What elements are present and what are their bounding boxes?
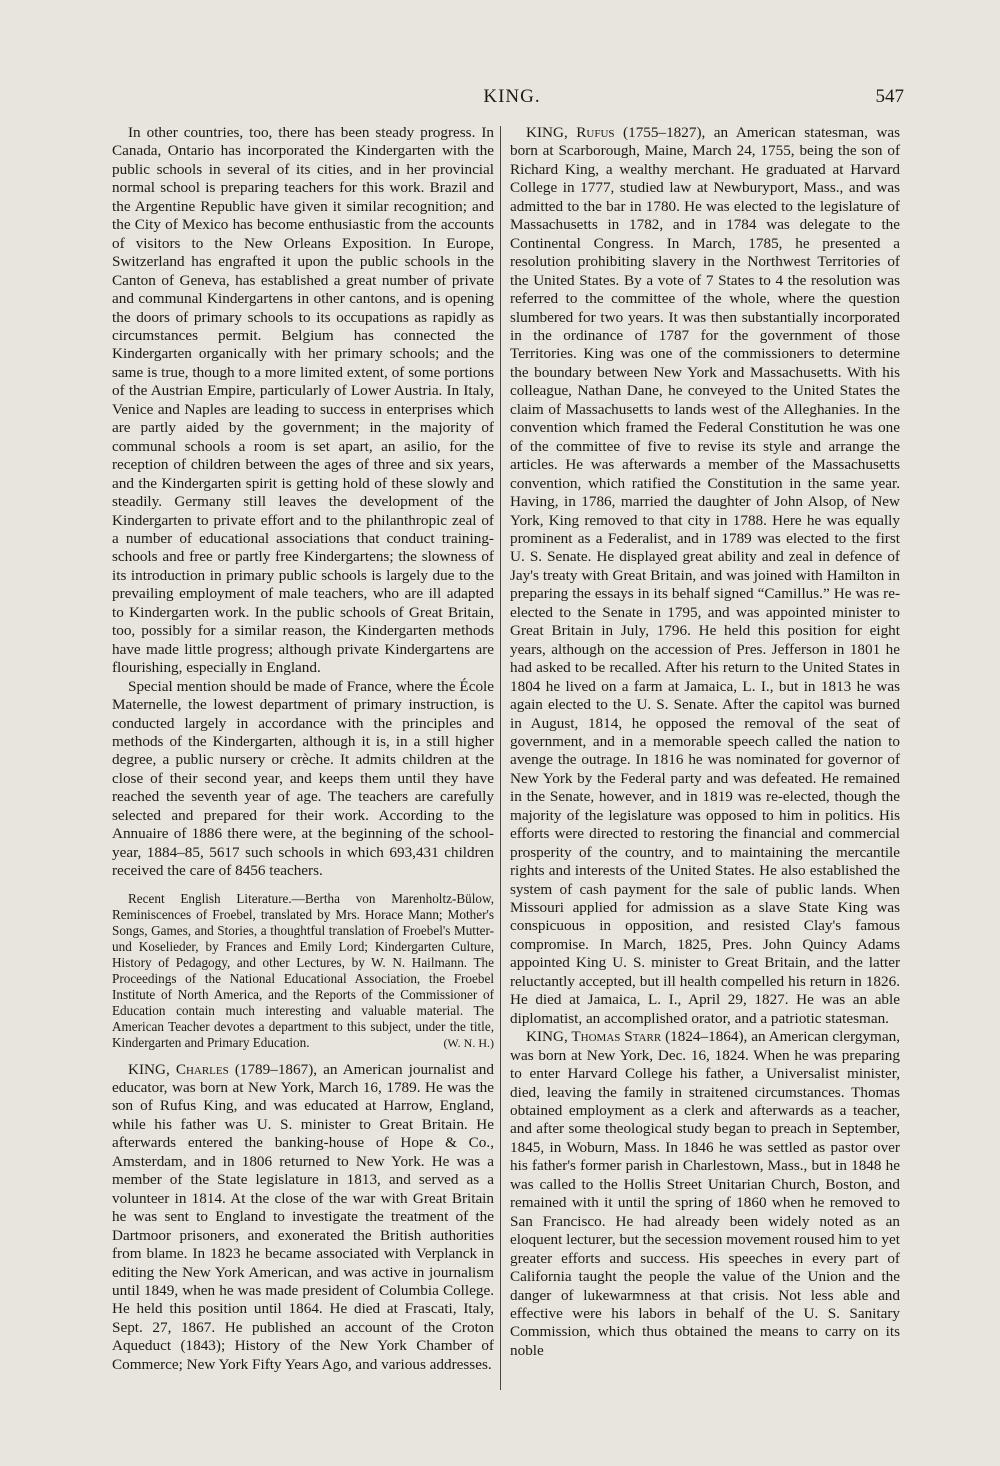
headword-king-rufus: KING, Rufus [526,124,615,141]
headword-king-thomas-starr: KING, Thomas Starr [526,1028,662,1046]
page-header [120,86,904,112]
kindergarten-paragraph-countries: In other countries, too, there has been steady progress. In Canada, Ontario has incorporated the Kindergarten with the public schools in several of its cities, and in her provincial normal school is preparing teachers for this work. Brazil and the Argentine Republic have given it similar recognition; and the City of Mexico has become enthusiastic from the accounts of visitors to the New Orleans Exposition. In Europe, Switzerland has engrafted it upon the public schools in the Canton of Geneva, has established a great number of private and communal Kindergartens in other cantons, and is opening the doors of primary schools to its occupations as rapidly as circumstances permit. Belgium has connected the Kindergarten organically with her primary schools; and the same is true, though to a more limited extent, of some portions of the Austrian Empire, particularly of Lower Austria. In Italy, Venice and Naples are leading to success in enterprises which are partly aided by the government; in the majority of communal schools a room is set apart, an asilio, for the reception of children between the ages of three and six years, and the Kindergarten spirit is getting hold of these slowly and steadily. Germany still leaves the development of the Kindergarten to private effort and to the philanthropic zeal of a number of educational associations that conduct training-schools and free or partly free Kindergartens; the slowness of its introduction in primary public schools is largely due to the prevailing employment of male teachers, who are ill adapted to Kindergarten work. In the public schools of Great Britain, too, possibly for a similar reason, the Kindergarten methods have made little progress; although private Kindergartens are flourishing, especially in England. [112,124,494,677]
column-rule [500,126,501,1390]
entry-king-charles [112,1061,494,1375]
author-initials: (W. N. H.) [443,1035,494,1050]
entry-text-king-charles: (1789–1867), an American journalist and educator, was born at New York, March 16, 1789. He was the son of Rufus King, and was educated at Harrow, England, while his father was U. S. minister to Great Britain. He afterwards entered the banking-house of Hope & Co., Amsterdam, and in 1806 returned to New York. He was a member of the State legislature in 1813, and served as a volunteer in 1814. At the close of the war with Great Britain he was sent to England to investigate the treatment of the Dartmoor prisoners, and exonerated the British authorities from blame. In 1823 he became associated with Verplanck in editing the New York American, and was active in journalism until 1849, when he was made president of Columbia College. He held this position until 1864. He died at Frascati, Italy, Sept. 27, 1867. He published an account of the Croton Aqueduct (1843); History of the New York Chamber of Commerce; New York Fifty Years Ago, and various addresses. [112,1060,494,1373]
literature-note [112,891,494,1051]
entry-king-rufus [510,124,900,1028]
running-head: KING. [483,86,541,107]
right-column [510,124,900,1360]
left-column [112,124,494,1374]
page-number: 547 [875,86,904,107]
entry-text-king-rufus: (1755–1827), an American statesman, was born at Scarborough, Maine, March 24, 1755, being the son of Richard King, a wealthy merchant. He graduated at Harvard College in 1777, studied law at Newburyport, Mass., and was admitted to the bar in 1780. He was elected to the legislature of Massachusetts in 1782, and in 1784 was delegate to the Continental Congress. In March, 1785, he presented a resolution prohibiting slavery in the Northwest Territories of the United States. By a vote of 7 States to 4 the resolution was referred to the committee of the whole, where the question slumbered for two years. It was then substantially incorporated in the ordinance of 1787 for the government of those Territories. King was one of the commissioners to determine the boundary between New York and Massachusetts. With his colleague, Nathan Dane, he conveyed to the United States the claim of Massachusetts to lands west of the Alleghanies. In the convention which framed the Federal Constitution he was one of the committee of five to revise its style and arrange the articles. He was afterwards a member of the Massachusetts convention, which ratified the Constitution in the same year. Having, in 1786, married the daughter of John Alsop, of New York, King removed to that city in 1788. Here he was equally prominent as a Federalist, and in 1789 was elected to the first U. S. Senate. He displayed great ability and zeal in defence of Jay's treaty with Great Britain, and was joined with Hamilton in preparing the essays in its behalf signed “Camillus.” He was re-elected to the Senate in 1795, and was appointed minister to Great Britain in July, 1796. He held this position for eight years, although on the accession of Pres. Jefferson in 1801 he had asked to be recalled. After his return to the United States in 1804 he lived on a farm at Jamaica, L. I., but in 1813 he was again elected to the U. S. Senate. After the capitol was burned in August, 1814, he opposed the removal of the seat of government, and in a memorable speech called the nation to avenge the outrage. In 1816 he was nominated for governor of New York by the Federal party and was defeated. He remained in the Senate, however, and in 1819 was re-elected, though the majority of the legislature was opposed to him in politics. His efforts were directed to restoring the financial and commercial prosperity of the country, and to maintaining the mercantile rights and interests of the United States. He also established the system of cash payment for the sale of public lands. When Missouri applied for admission as a slave State King was conspicuous in opposition, and resisted Clay's famous compromise. In March, 1825, Pres. John Quincy Adams appointed King U. S. minister to Great Britain, and the latter reluctantly accepted, but ill health compelled his return in 1826. He died at Jamaica, L. I., April 29, 1827. He was an able diplomatist, an accomplished orator, and a patriotic statesman. [510,124,901,1027]
headword-king-charles: KING, Charles [128,1060,229,1078]
kindergarten-paragraph-france: Special mention should be made of France, where the École Maternelle, the lowest department of primary instruction, is conducted largely in accordance with the principles and methods of the Kindergarten, although it is, in a still higher degree, a public nursery or crèche. It admits children at the close of their second year, and keeps them until they have reached the seventh year of age. The teachers are carefully selected and prepared for their work. According to the Annuaire of 1886 there were, at the beginning of the school-year, 1884–85, 5617 such schools in which 693,431 children received the care of 8456 teachers. [112,677,494,880]
entry-text-king-thomas-starr: (1824–1864), an American clergyman, was born at New York, Dec. 16, 1824. When he was preparing to enter Harvard College his father, a Universalist minister, died, leaving the family in straitened circumstances. Thomas obtained employment as a clerk and afterwards as a teacher, and after some theological study began to preach in September, 1845, in Woburn, Mass. In 1846 he was settled as pastor over his father's former parish in Charlestown, Mass., but in 1848 he was called to the Hollis Street Unitarian Church, Boston, and remained with it until the spring of 1860 when he removed to San Francisco. He had already been widely noted as an eloquent lecturer, but the secession movement roused him to yet greater efforts and success. His speeches in every part of California taught the people the value of the Union and the danger of lukewarmness at that crisis. Not less able and effective were his labors in behalf of the U. S. Sanitary Commission, which thus obtained the means to carry on its noble [510,1028,900,1359]
entry-king-thomas-starr [510,1028,900,1360]
literature-text: Recent English Literature.—Bertha von Marenholtz-Bülow, Reminiscences of Froebel, translated by Mrs. Horace Mann; Mother's Songs, Games, and Stories, a thoughtful translation of Froebel's Mutter- und Koselieder, by Frances and Emily Lord; Kindergarten Culture, History of Pedagogy, and other Lectures, by W. N. Hailmann. The Proceedings of the National Educational Association, the Froebel Institute of North America, and the Reports of the Commissioner of Education contain much interesting and valuable material. The American Teacher devotes a department to this subject, under the title, Kindergarten and Primary Education. [112,890,494,1050]
